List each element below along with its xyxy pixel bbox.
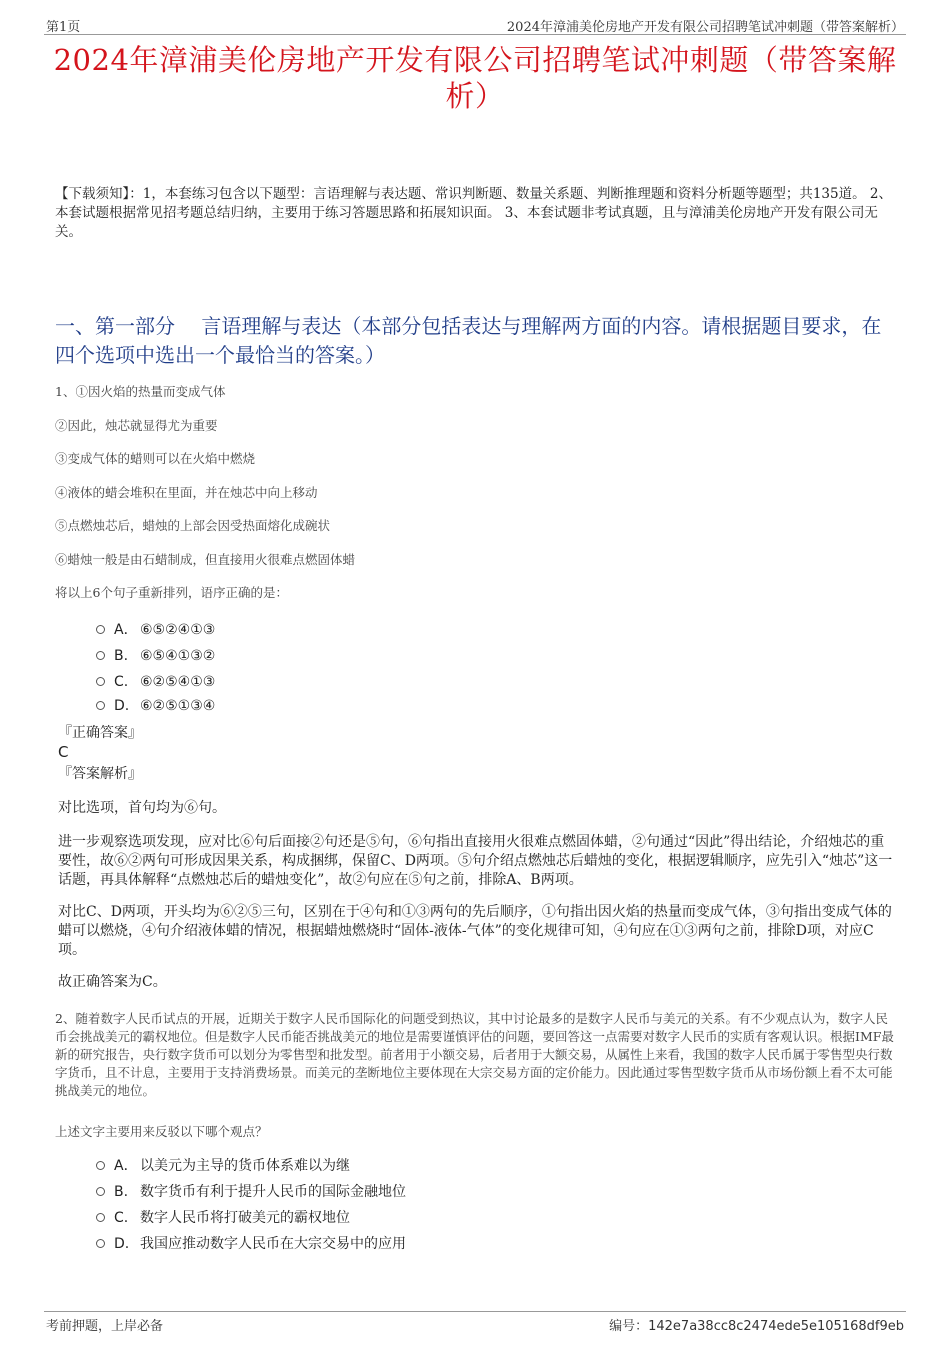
q1-option-a[interactable] <box>96 620 215 640</box>
section-title: 一、第一部分 言语理解与表达（本部分包括表达与理解两方面的内容。请根据题目要求，在四个选项中选出一个最恰当的答案。） <box>55 314 882 367</box>
option-letter: B. <box>114 648 129 664</box>
download-notice: 【下载须知】：1，本套练习包含以下题型：言语理解与表达题、常识判断题、数量关系题、判断推理题和资料分析题等题型；共135道。 2、本套试题根据常见招考题总结归纳，主要用于练习答题思路和拓展知识面。 3、本套试题非考试真题，且与漳浦美伦房地产开发有限公司无关。 <box>55 186 892 240</box>
option-text: 数字人民币将打破美元的霸权地位 <box>140 1210 350 1226</box>
q1-line-1: 1、①因火焰的热量而变成气体 <box>55 384 226 399</box>
footer-code-value: 142e7a38cc8c2474ede5e105168df9eb <box>648 1319 904 1334</box>
q1-line-6: ⑥蜡烛一般是由石蜡制成，但直接用火很难点燃固体蜡 <box>55 552 356 567</box>
radio-icon[interactable] <box>96 1161 105 1170</box>
page-header <box>44 14 906 35</box>
option-letter: A． <box>114 1158 138 1174</box>
radio-icon[interactable] <box>96 1239 105 1248</box>
option-text: 数字货币有利于提升人民币的国际金融地位 <box>140 1184 406 1200</box>
q1-line-2: ②因此，烛芯就显得尤为重要 <box>55 418 218 433</box>
q1-line-3: ③变成气体的蜡则可以在火焰中燃烧 <box>55 451 256 466</box>
analysis-paragraph-1: 对比选项，首句均为⑥句。 <box>58 800 226 816</box>
q1-option-c[interactable] <box>96 672 215 692</box>
document-title: 2024年漳浦美伦房地产开发有限公司招聘笔试冲刺题（带答案解析） <box>53 43 897 113</box>
q2-option-b[interactable] <box>96 1182 406 1202</box>
q2-option-d[interactable] <box>96 1234 406 1254</box>
option-text: ⑥②⑤④①③ <box>140 674 216 690</box>
analysis-paragraph-3: 对比C、D两项，开头均为⑥②⑤三句，区别在于④句和①③两句的先后顺序，①句指出因火焰的热量而变成气体，③句指出变成气体的蜡可以燃烧，④句介绍液体蜡的情况，根据蜡烛燃烧时“固体-液体-气体”的变化规律可知，④句应在①③两句之前，排除D项，对应C项。 <box>58 904 892 958</box>
analysis-paragraph-4: 故正确答案为C。 <box>58 974 167 990</box>
page-footer <box>44 1311 906 1332</box>
radio-icon[interactable] <box>96 1187 105 1196</box>
option-text: ⑥⑤④①③② <box>140 648 216 664</box>
option-text: ⑥⑤②④①③ <box>140 622 216 638</box>
q1-option-d[interactable] <box>96 696 215 716</box>
q1-line-4: ④液体的蜡会堆积在里面，并在烛芯中向上移动 <box>55 485 318 500</box>
page-number: 第1页 <box>46 20 81 35</box>
option-letter: A． <box>114 622 138 638</box>
option-text: ⑥②⑤①③④ <box>140 698 216 714</box>
q1-prompt: 将以上6个句子重新排列，语序正确的是： <box>55 585 288 600</box>
footer-code <box>609 1315 904 1334</box>
analysis-paragraph-2: 进一步观察选项发现，应对比⑥句后面接②句还是⑤句，⑥句指出直接用火很难点燃固体蜡，②句通过“因此”得出结论，介绍烛芯的重要性，故⑥②两句可形成因果关系，构成捆绑，保留C、D两项。⑤句介绍点燃烛芯后蜡烛的变化，根据逻辑顺序，应先引入“烛芯”这一话题，再具体解释“点燃烛芯后的蜡烛变化”，故②句应在⑤句之前，排除A、B两项。 <box>58 834 893 888</box>
radio-icon[interactable] <box>96 625 105 634</box>
option-text: 以美元为主导的货币体系难以为继 <box>140 1158 350 1174</box>
radio-icon[interactable] <box>96 1213 105 1222</box>
q2-option-c[interactable] <box>96 1208 350 1228</box>
q1-option-b[interactable] <box>96 646 215 666</box>
radio-icon[interactable] <box>96 701 105 710</box>
q2-passage: 2、随着数字人民币试点的开展，近期关于数字人民币国际化的问题受到热议，其中讨论最多的是数字人民币与美元的关系。有不少观点认为，数字人民币会挑战美元的霸权地位。但是数字人民币能否挑战美元的地位是需要谨慎评估的问题，要回答这一点需要对数字人民币的实质有客观认识。根据IMF最新的研究报告，央行数字货币可以划分为零售型和批发型。前者用于小额交易，后者用于大额交易，从属性上来看，我国的数字人民币属于零售型央行数字货币，且不计息，主要用于支持消费场景。而美元的垄断地位主要体现在大宗交易方面的定价能力。因此通过零售型数字货币从市场份额上看不太可能挑战美元的地位。 <box>55 1011 894 1098</box>
option-letter: D. <box>114 1236 130 1252</box>
option-letter: D. <box>114 698 130 714</box>
header-doc-title: 2024年漳浦美伦房地产开发有限公司招聘笔试冲刺题（带答案解析） <box>506 20 904 35</box>
option-letter: C. <box>114 1210 129 1226</box>
q2-option-a[interactable] <box>96 1156 350 1176</box>
q1-line-5: ⑤点燃烛芯后，蜡烛的上部会因受热面熔化成碗状 <box>55 518 331 533</box>
radio-icon[interactable] <box>96 651 105 660</box>
radio-icon[interactable] <box>96 677 105 686</box>
option-letter: C. <box>114 674 129 690</box>
answer-label: 『正确答案』 <box>58 725 142 741</box>
answer-value: C <box>58 743 69 761</box>
footer-code-label: 编号： <box>609 1319 649 1334</box>
option-text: 我国应推动数字人民币在大宗交易中的应用 <box>140 1236 406 1252</box>
footer-slogan: 考前押题，上岸必备 <box>46 1319 164 1334</box>
analysis-label: 『答案解析』 <box>58 766 142 782</box>
option-letter: B. <box>114 1184 129 1200</box>
q2-prompt: 上述文字主要用来反驳以下哪个观点？ <box>55 1124 268 1139</box>
